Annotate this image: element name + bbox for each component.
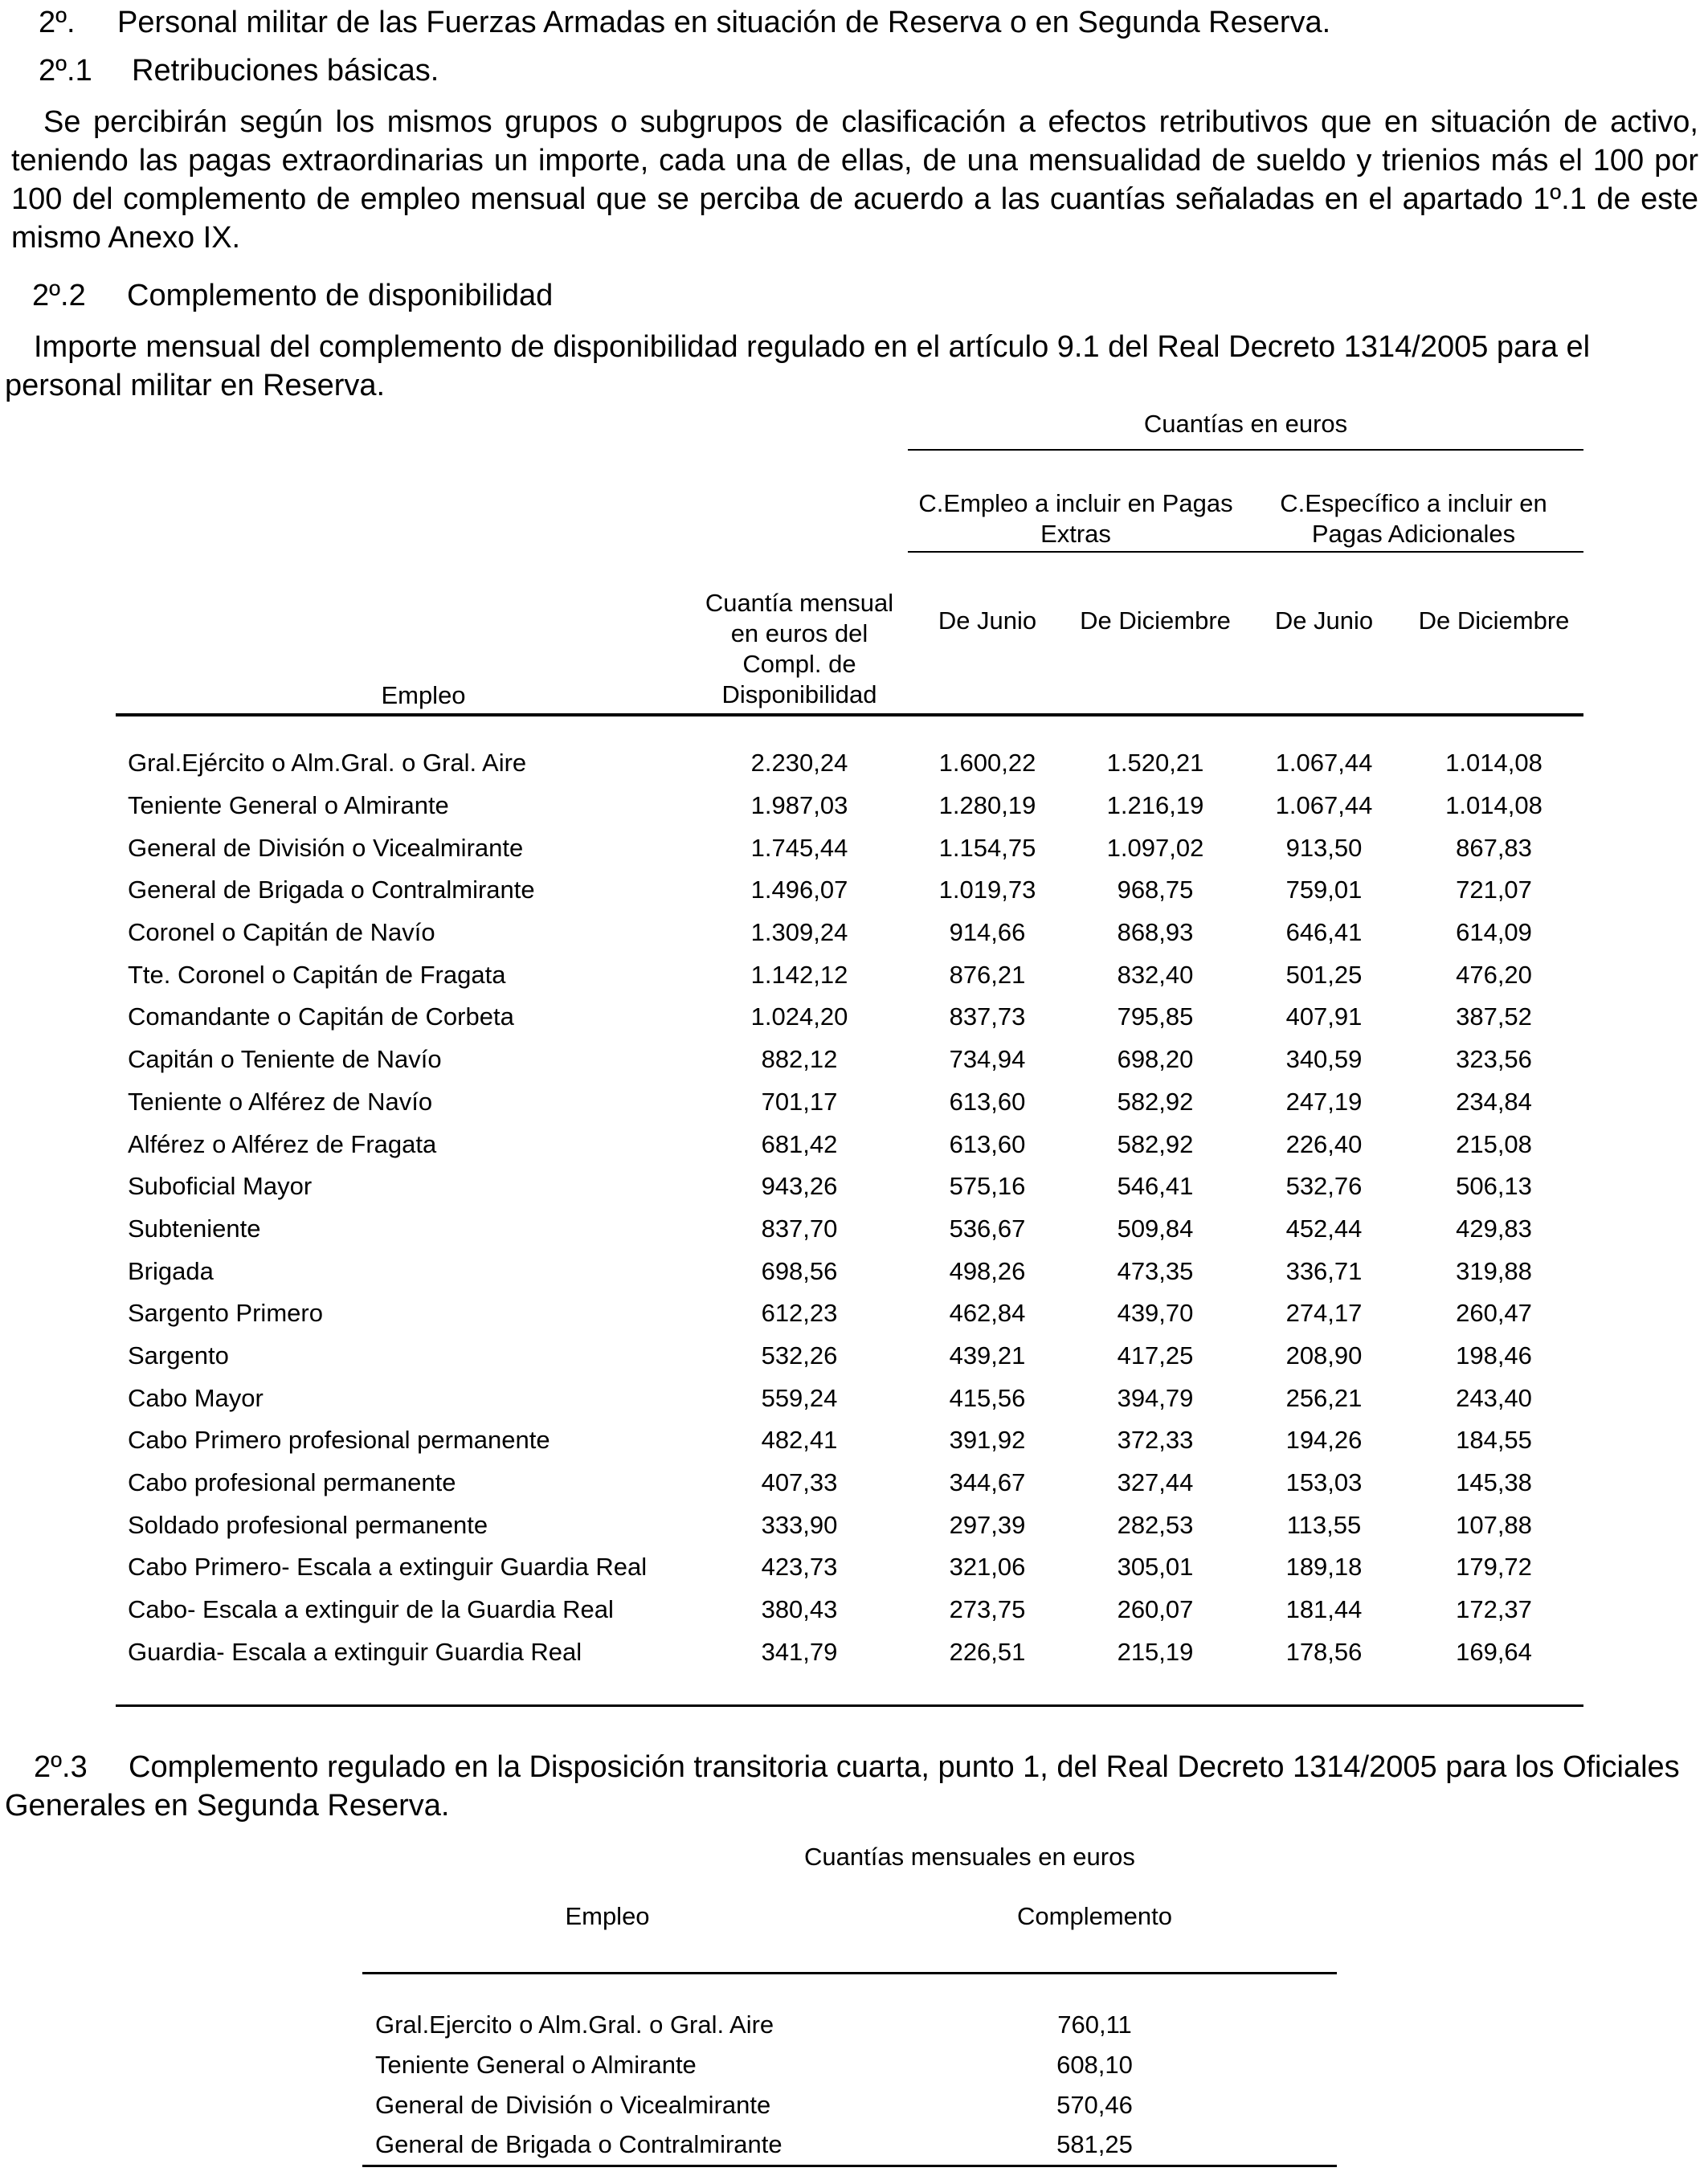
table-row <box>116 1419 1583 1462</box>
cell-value: 559,24 <box>761 1383 838 1412</box>
cell-value: 189,18 <box>1285 1553 1363 1582</box>
subsection-heading <box>39 51 439 90</box>
cell-value: 198,46 <box>1456 1341 1532 1370</box>
cell-value: 323,56 <box>1456 1045 1532 1074</box>
cell-value: 462,84 <box>949 1299 1026 1328</box>
table-row <box>116 1039 1583 1081</box>
cell-empleo: Teniente o Alférez de Navío <box>128 1087 433 1116</box>
cell-value: 208,90 <box>1285 1341 1363 1370</box>
cell-complemento: 570,46 <box>1056 2091 1133 2119</box>
cell-value: 759,01 <box>1285 876 1363 904</box>
cell-value: 795,85 <box>1117 1002 1194 1031</box>
header-empleo: Empleo <box>116 552 691 715</box>
cell-empleo: Gral.Ejercito o Alm.Gral. o Gral. Aire <box>375 2011 774 2039</box>
disponibilidad-table-body <box>116 715 1583 1705</box>
cell-empleo: Sargento Primero <box>128 1299 323 1328</box>
cell-value: 1.745,44 <box>750 833 848 862</box>
cell-value: 1.067,44 <box>1275 749 1373 778</box>
table-row <box>116 1504 1583 1546</box>
cell-value: 387,52 <box>1456 1002 1532 1031</box>
table-row <box>362 2125 1337 2166</box>
header-empleo-pagas-extras: C.Empleo a incluir en Pagas Extras <box>908 450 1244 552</box>
table-row <box>116 912 1583 954</box>
cell-value: 501,25 <box>1285 960 1363 989</box>
cell-value: 305,01 <box>1117 1553 1194 1582</box>
segunda-reserva-table-body <box>362 1973 1337 2166</box>
cell-value: 837,70 <box>761 1214 838 1243</box>
table-row <box>116 1377 1583 1419</box>
table-row <box>116 1631 1583 1673</box>
table-row <box>116 827 1583 869</box>
table-row <box>116 1208 1583 1251</box>
cell-value: 344,67 <box>949 1468 1026 1497</box>
cell-value: 473,35 <box>1117 1256 1194 1285</box>
cell-value: 698,56 <box>761 1256 838 1285</box>
table-row <box>116 1250 1583 1292</box>
cell-value: 498,26 <box>949 1256 1026 1285</box>
cell-value: 452,44 <box>1285 1214 1363 1243</box>
table-row <box>116 996 1583 1039</box>
table-row <box>362 2085 1337 2125</box>
cell-value: 415,56 <box>949 1383 1026 1412</box>
cell-value: 913,50 <box>1285 833 1363 862</box>
cell-value: 107,88 <box>1456 1510 1532 1539</box>
table-row <box>116 1292 1583 1335</box>
cell-value: 256,21 <box>1285 1383 1363 1412</box>
cell-empleo: Gral.Ejército o Alm.Gral. o Gral. Aire <box>128 749 527 778</box>
header-especifico-pagas-adicionales: C.Específico a incluir en Pagas Adicionales <box>1244 450 1583 552</box>
cell-value: 429,83 <box>1456 1214 1532 1243</box>
cell-value: 506,13 <box>1456 1172 1532 1201</box>
cell-value: 336,71 <box>1285 1256 1363 1285</box>
table-row <box>362 2005 1337 2045</box>
cell-value: 184,55 <box>1456 1426 1532 1455</box>
cell-value: 194,26 <box>1285 1426 1363 1455</box>
cell-value: 145,38 <box>1456 1468 1532 1497</box>
cell-value: 234,84 <box>1456 1087 1532 1116</box>
cell-value: 1.987,03 <box>750 791 848 820</box>
cell-value: 1.142,12 <box>750 960 848 989</box>
cell-value: 721,07 <box>1456 876 1532 904</box>
table-row <box>362 2045 1337 2085</box>
table-row <box>116 1165 1583 1208</box>
cell-value: 327,44 <box>1117 1468 1194 1497</box>
cell-value: 1.280,19 <box>938 791 1036 820</box>
header-complemento: Complemento <box>852 1883 1337 1973</box>
cell-value: 243,40 <box>1456 1383 1532 1412</box>
cell-complemento: 581,25 <box>852 2125 1337 2166</box>
cell-value: 274,17 <box>1285 1299 1363 1328</box>
cell-value: 169,64 <box>1456 1637 1532 1666</box>
table-row <box>116 869 1583 912</box>
cell-value: 179,72 <box>1456 1553 1532 1582</box>
cell-value: 482,41 <box>761 1426 838 1455</box>
cell-empleo: Sargento <box>128 1341 229 1370</box>
cell-empleo: Tte. Coronel o Capitán de Fragata <box>128 960 506 989</box>
cell-value: 546,41 <box>1117 1172 1194 1201</box>
cell-empleo: General de División o Vicealmirante <box>128 833 524 862</box>
spacer-row <box>362 1973 1337 2005</box>
cell-value: 582,92 <box>1117 1129 1194 1158</box>
cell-value: 1.600,22 <box>938 749 1036 778</box>
table-row <box>116 1546 1583 1589</box>
cell-value: 391,92 <box>949 1426 1026 1455</box>
cell-value: 260,07 <box>1117 1595 1194 1624</box>
cell-value: 297,39 <box>949 1510 1026 1539</box>
header-g1-diciembre: De Diciembre <box>1067 552 1244 715</box>
cell-empleo: General de Brigada o Contralmirante <box>362 2125 852 2166</box>
cell-value: 394,79 <box>1117 1383 1194 1412</box>
cell-value: 1.520,21 <box>1106 749 1204 778</box>
cell-value: 1.067,44 <box>1275 791 1373 820</box>
cell-value: 532,76 <box>1285 1172 1363 1201</box>
disponibilidad-table-wrapper <box>0 410 1708 1711</box>
cell-complemento: 608,10 <box>1056 2051 1133 2079</box>
cell-empleo: Cabo- Escala a extinguir de la Guardia Real <box>128 1595 614 1624</box>
cell-value: 612,23 <box>761 1299 838 1328</box>
table-row <box>116 953 1583 996</box>
cell-value: 1.014,08 <box>1445 791 1543 820</box>
cell-value: 681,42 <box>761 1129 838 1158</box>
cell-value: 914,66 <box>949 918 1026 947</box>
cell-value: 646,41 <box>1285 918 1363 947</box>
cell-value: 372,33 <box>1117 1426 1194 1455</box>
header-g2-diciembre: De Diciembre <box>1404 552 1583 715</box>
cell-value: 1.309,24 <box>750 918 848 947</box>
cell-empleo: General de División o Vicealmirante <box>375 2091 771 2119</box>
cell-value: 613,60 <box>949 1129 1026 1158</box>
cell-empleo: Teniente General o Almirante <box>128 791 449 820</box>
cell-value: 321,06 <box>949 1553 1026 1582</box>
cell-value: 1.496,07 <box>750 876 848 904</box>
subsection-number: 2º.2 <box>32 279 86 312</box>
cell-value: 178,56 <box>1285 1637 1363 1666</box>
cell-value: 532,26 <box>761 1341 838 1370</box>
header-cuantias: Cuantías en euros <box>908 410 1583 450</box>
cell-empleo: Capitán o Teniente de Navío <box>128 1045 442 1074</box>
header-empleo: Empleo <box>362 1883 852 1973</box>
cell-empleo: Cabo Mayor <box>128 1383 264 1412</box>
table-row <box>116 1335 1583 1378</box>
cell-empleo: Subteniente <box>128 1214 261 1243</box>
cell-empleo: Teniente General o Almirante <box>375 2051 697 2079</box>
cell-value: 215,08 <box>1456 1129 1532 1158</box>
cell-empleo: Cabo Primero- Escala a extinguir Guardia Real <box>128 1553 648 1582</box>
segunda-reserva-table <box>362 1839 1337 2167</box>
table-row <box>116 742 1583 785</box>
cell-value: 536,67 <box>949 1214 1026 1243</box>
table-row <box>116 1081 1583 1124</box>
paragraph-retribuciones: Se percibirán según los mismos grupos o subgrupos de clasificación a efectos retributivos que en situación de activo, teniendo las pagas extraordinarias un importe, cada una de ellas, de una mensualidad de sueldo y trienios más el 100 por 100 del complemento de empleo mensual que se perciba de acuerdo a las cuantías señaladas en el apartado 1º.1 de este mismo Anexo IX. <box>11 105 1698 255</box>
header-g2-junio: De Junio <box>1244 552 1404 715</box>
header-g1-junio: De Junio <box>908 552 1067 715</box>
cell-value: 701,17 <box>761 1087 838 1116</box>
cell-value: 698,20 <box>1117 1045 1194 1074</box>
cell-empleo: Cabo Primero profesional permanente <box>128 1426 550 1455</box>
cell-value: 181,44 <box>1285 1595 1363 1624</box>
cell-value: 1.216,19 <box>1106 791 1204 820</box>
cell-empleo: Alférez o Alférez de Fragata <box>128 1129 437 1158</box>
cell-value: 417,25 <box>1117 1341 1194 1370</box>
cell-value: 1.014,08 <box>1445 749 1543 778</box>
section-title: Personal militar de las Fuerzas Armadas en situación de Reserva o en Segunda Reserva. <box>117 6 1331 39</box>
table-row <box>116 1589 1583 1631</box>
cell-value: 226,51 <box>949 1637 1026 1666</box>
cell-value: 380,43 <box>761 1595 838 1624</box>
cell-value: 613,60 <box>949 1087 1026 1116</box>
segunda-reserva-table-wrapper <box>0 1839 1708 2184</box>
cell-empleo: General de Brigada o Contralmirante <box>128 876 535 904</box>
subsection-heading <box>32 276 553 315</box>
cell-empleo: Comandante o Capitán de Corbeta <box>128 1002 514 1031</box>
cell-value: 260,47 <box>1456 1299 1532 1328</box>
cell-value: 215,19 <box>1117 1637 1194 1666</box>
cell-value: 614,09 <box>1456 918 1532 947</box>
cell-value: 2.230,24 <box>750 749 848 778</box>
cell-value: 153,03 <box>1285 1468 1363 1497</box>
cell-value: 423,73 <box>761 1553 838 1582</box>
cell-value: 247,19 <box>1285 1087 1363 1116</box>
cell-value: 882,12 <box>761 1045 838 1074</box>
cell-complemento: 760,11 <box>1057 2011 1132 2039</box>
cell-empleo: Brigada <box>128 1256 214 1285</box>
cell-value: 509,84 <box>1117 1214 1194 1243</box>
table-row <box>116 1123 1583 1165</box>
subsection-number: 2º.3 <box>34 1750 88 1784</box>
cell-value: 868,93 <box>1117 918 1194 947</box>
cell-value: 876,21 <box>949 960 1026 989</box>
disponibilidad-table <box>116 410 1583 1707</box>
end-row <box>116 1673 1583 1705</box>
cell-empleo: Cabo profesional permanente <box>128 1468 456 1497</box>
section-number: 2º. <box>39 6 76 39</box>
cell-value: 476,20 <box>1456 960 1532 989</box>
cell-value: 341,79 <box>761 1637 838 1666</box>
subsection-title: Retribuciones básicas. <box>132 54 439 88</box>
table-row <box>116 1462 1583 1504</box>
cell-value: 943,26 <box>761 1172 838 1201</box>
cell-value: 582,92 <box>1117 1087 1194 1116</box>
spacer-row <box>116 715 1583 742</box>
paragraph-disponibilidad: Importe mensual del complemento de disponibilidad regulado en el artículo 9.1 del Real Decreto 1314/2005 para el personal militar en Reserva. <box>5 330 1591 402</box>
cell-value: 968,75 <box>1117 876 1194 904</box>
subsection-title: Complemento de disponibilidad <box>127 279 554 312</box>
cell-value: 1.024,20 <box>750 1002 848 1031</box>
cell-value: 734,94 <box>949 1045 1026 1074</box>
cell-value: 407,91 <box>1285 1002 1363 1031</box>
cell-value: 439,70 <box>1117 1299 1194 1328</box>
paragraph-segunda-reserva-text: Complemento regulado en la Disposición transitoria cuarta, punto 1, del Real Decreto 1314/2005 para los Oficiales Generales en Segunda Reserva. <box>5 1750 1680 1823</box>
cell-value: 1.097,02 <box>1106 833 1204 862</box>
section-heading <box>39 3 1330 42</box>
cell-value: 333,90 <box>761 1510 838 1539</box>
cell-value: 837,73 <box>949 1002 1026 1031</box>
cell-value: 172,37 <box>1456 1595 1532 1624</box>
table-row <box>116 785 1583 827</box>
cell-value: 407,33 <box>761 1468 838 1497</box>
cell-empleo: Soldado profesional permanente <box>128 1510 488 1539</box>
cell-value: 282,53 <box>1117 1510 1194 1539</box>
cell-value: 439,21 <box>949 1341 1026 1370</box>
cell-value: 226,40 <box>1285 1129 1363 1158</box>
cell-empleo: Guardia- Escala a extinguir Guardia Real <box>128 1637 582 1666</box>
cell-value: 1.154,75 <box>938 833 1036 862</box>
cell-value: 340,59 <box>1285 1045 1363 1074</box>
header-cuantia-mensual: Cuantía mensual en euros del Compl. de Disponibilidad <box>691 552 908 715</box>
header-cuantias-mensuales: Cuantías mensuales en euros <box>804 1843 1135 1871</box>
cell-value: 319,88 <box>1456 1256 1532 1285</box>
cell-value: 867,83 <box>1456 833 1532 862</box>
cell-value: 273,75 <box>949 1595 1026 1624</box>
cell-value: 113,55 <box>1286 1510 1362 1539</box>
paragraph-segunda-reserva <box>5 1748 1705 1825</box>
subsection-number: 2º.1 <box>39 54 92 88</box>
cell-empleo: Coronel o Capitán de Navío <box>128 918 435 947</box>
cell-value: 832,40 <box>1117 960 1194 989</box>
cell-empleo: Suboficial Mayor <box>128 1172 313 1201</box>
cell-value: 575,16 <box>949 1172 1026 1201</box>
cell-value: 1.019,73 <box>938 876 1036 904</box>
